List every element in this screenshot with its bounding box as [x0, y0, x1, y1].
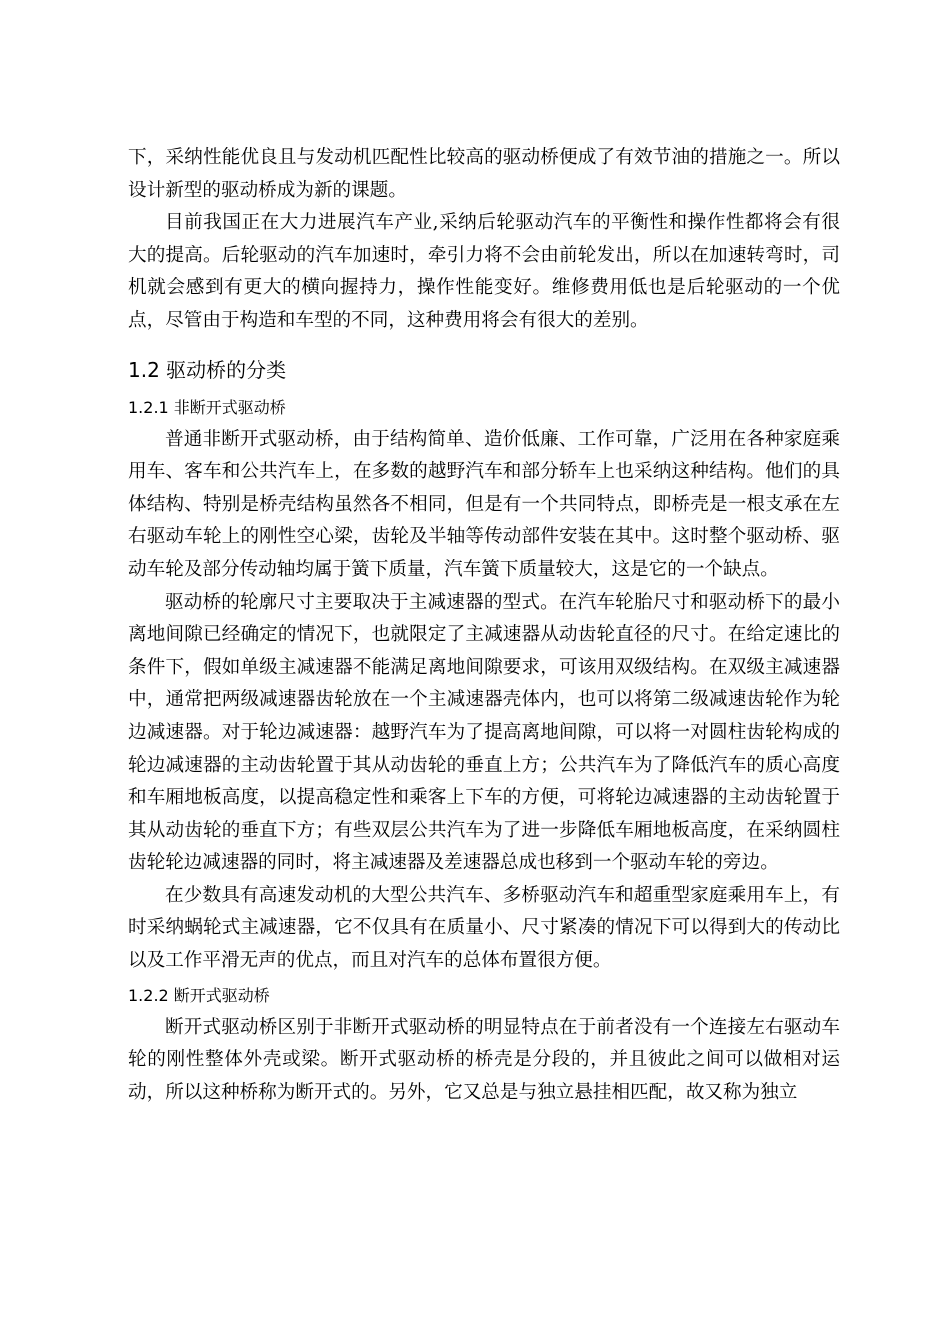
subsection-heading-1-2-1: 1.2.1 非断开式驱动桥 [128, 397, 286, 417]
paragraph-main-reducer: 驱动桥的轮廓尺寸主要取决于主减速器的型式。在汽车轮胎尺寸和驱动桥下的最小离地间隙已经确定的情况下，也就限定了主减速器从动齿轮直径的尺寸。在给定速比的条件下，假如单级主减速器不能满足离地间隙要求，可该用双级结构。在双级主减速器中，通常把两级减速器齿轮放在一个主减速器壳体内，也可以将第二级减速齿轮作为轮边减速器。对于轮边减速器：越野汽车为了提高离地间隙，可以将一对圆柱齿轮构成的轮边减速器的主动齿轮置于其从动齿轮的垂直上方；公共汽车为了降低汽车的质心高度和车厢地板高度，以提高稳定性和乘客上下车的方便，可将轮边减速器的主动齿轮置于其从动齿轮的垂直下方；有些双层公共汽车为了进一步降低车厢地板高度，在采纳圆柱齿轮轮边减速器的同时，将主减速器及差速器总成也移到一个驱动车轮的旁边。 [128, 591, 840, 874]
document-page [128, 142, 840, 1109]
subsection-heading-1-2-2: 1.2.2 断开式驱动桥 [128, 985, 270, 1005]
paragraph-non-split-axle: 普通非断开式驱动桥，由于结构简单、造价低廉、工作可靠，广泛用在各种家庭乘用车、客车和公共汽车上，在多数的越野汽车和部分轿车上也采纳这种结构。他们的具体结构、特别是桥壳结构虽然各不相同，但是有一个共同特点，即桥壳是一根支承在左右驱动车轮上的刚性空心梁，齿轮及半轴等传动部件安装在其中。这时整个驱动桥、驱动车轮及部分传动轴均属于簧下质量，汽车簧下质量较大，这是它的一个缺点。 [128, 428, 840, 580]
paragraph-split-axle: 断开式驱动桥区别于非断开式驱动桥的明显特点在于前者没有一个连接左右驱动车轮的刚性整体外壳或梁。断开式驱动桥的桥壳是分段的，并且彼此之间可以做相对运动，所以这种桥称为断开式的。另外，它又总是与独立悬挂相匹配，故又称为独立 [128, 1016, 840, 1103]
intro-paragraph-rear-drive: 目前我国正在大力进展汽车产业,采纳后轮驱动汽车的平衡性和操作性都将会有很大的提高。后轮驱动的汽车加速时，牵引力将不会由前轮发出，所以在加速转弯时，司机就会感到有更大的横向握持力，操作性能变好。维修费用低也是后轮驱动的一个优点，尽管由于构造和车型的不同，这种费用将会有很大的差别。 [128, 212, 840, 331]
paragraph-worm-gear: 在少数具有高速发动机的大型公共汽车、多桥驱动汽车和超重型家庭乘用车上，有时采纳蜗轮式主减速器，它不仅具有在质量小、尺寸紧凑的情况下可以得到大的传动比以及工作平滑无声的优点，而且对汽车的总体布置很方便。 [128, 884, 840, 972]
intro-paragraph-continued: 下，采纳性能优良且与发动机匹配性比较高的驱动桥便成了有效节油的措施之一。所以设计新型的驱动桥成为新的课题。 [128, 147, 840, 201]
section-heading-1-2: 1.2 驱动桥的分类 [128, 357, 287, 382]
